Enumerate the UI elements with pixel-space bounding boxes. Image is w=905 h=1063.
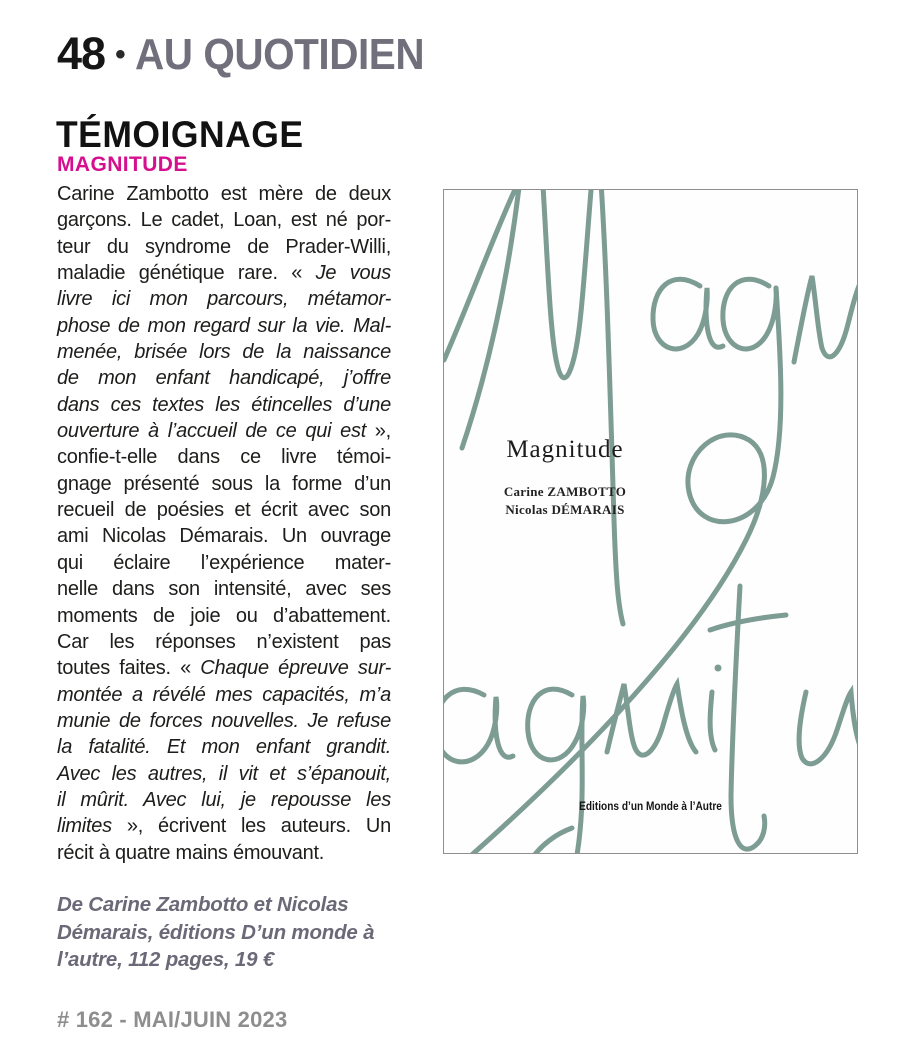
issue-footer: # 162 - MAI/JUIN 2023 — [57, 1007, 288, 1032]
script-letter-n — [794, 276, 857, 362]
script-letter-a — [444, 689, 513, 762]
header-bullet-icon: • — [115, 38, 126, 71]
body-line: livre ici mon parcours, métamor- — [57, 288, 391, 311]
body-line: la fatalité. Et mon enfant grandit. — [57, 736, 391, 759]
body-line: montée a révélé mes capacités, m’a — [57, 683, 391, 706]
body-line: confie-t-elle dans ce livre témoi- — [57, 446, 391, 469]
body-line: maladie génétique rare. « Je vous — [57, 262, 391, 285]
credit-line: Démarais, éditions D’un monde à — [57, 920, 375, 944]
book-authors — [444, 483, 686, 518]
body-line: moments de joie ou d’abattement. — [57, 604, 391, 627]
body-line: il mûrit. Avec lui, je repousse les — [57, 788, 391, 811]
article-kicker: TÉMOIGNAGE — [56, 114, 304, 155]
book-cover — [443, 189, 858, 854]
body-line: munie de forces nouvelles. Je refuse — [57, 709, 391, 732]
script-letter-t — [710, 615, 786, 630]
script-letter-i — [710, 692, 715, 750]
body-line: ouverture à l’accueil de ce qui est », — [57, 420, 391, 443]
body-line: limites », écrivent les auteurs. Un — [57, 815, 391, 838]
body-line: Avec les autres, il vit et s’épanouit, — [57, 762, 391, 785]
body-line: Carine Zambotto est mère de deux — [57, 183, 391, 205]
body-line: Car les réponses n’existent pas — [57, 630, 391, 653]
body-line: garçons. Le cadet, Loan, est né por- — [57, 209, 391, 232]
body-line: gnage présenté sous la forme d’un — [57, 472, 391, 495]
page-header — [57, 28, 449, 80]
body-line: nelle dans son intensité, avec ses — [57, 578, 391, 601]
script-letter-M — [540, 190, 597, 378]
section-title: AU QUOTIDIEN — [134, 30, 424, 79]
script-i-dot — [715, 665, 722, 672]
script-letter-a — [653, 279, 723, 349]
article-title: MAGNITUDE — [57, 153, 188, 176]
article-credit — [57, 891, 402, 974]
book-author: Nicolas DÉMARAIS — [505, 501, 625, 517]
book-title: Magnitude — [506, 436, 624, 463]
page-number: 48 — [57, 28, 106, 79]
body-line: de mon enfant handicapé, j’offre — [57, 367, 391, 390]
credit-line: De Carine Zambotto et Nicolas — [57, 893, 349, 916]
body-line: qui éclaire l’expérience mater- — [57, 551, 391, 574]
body-line: ami Nicolas Démarais. Un ouvrage — [57, 525, 391, 548]
script-letter-M — [462, 190, 524, 448]
body-line: recueil de poésies et écrit avec son — [57, 499, 391, 522]
body-line: récit à quatre mains émouvant. — [57, 841, 325, 864]
book-publisher: Editions d’un Monde à l’Autre — [579, 801, 722, 813]
script-letter-n — [607, 684, 696, 755]
body-line: phose de mon regard sur la vie. Mal- — [57, 314, 391, 337]
script-letter-M — [597, 190, 623, 624]
body-line: menée, brisée lors de la naissance — [57, 341, 391, 364]
credit-line: l’autre, 112 pages, 19 € — [57, 948, 275, 971]
script-letter-u — [799, 692, 857, 764]
cover-script-art — [444, 190, 857, 853]
script-letter-g — [723, 279, 776, 349]
script-letter-g — [521, 689, 584, 853]
article-body — [57, 181, 391, 866]
body-line: toutes faites. « Chaque épreuve sur- — [57, 657, 392, 680]
book-author: Carine ZAMBOTTO — [503, 484, 627, 499]
body-line: teur du syndrome de Prader-Willi, — [57, 235, 391, 258]
body-line: dans ces textes les étincelles d’une — [57, 393, 391, 416]
